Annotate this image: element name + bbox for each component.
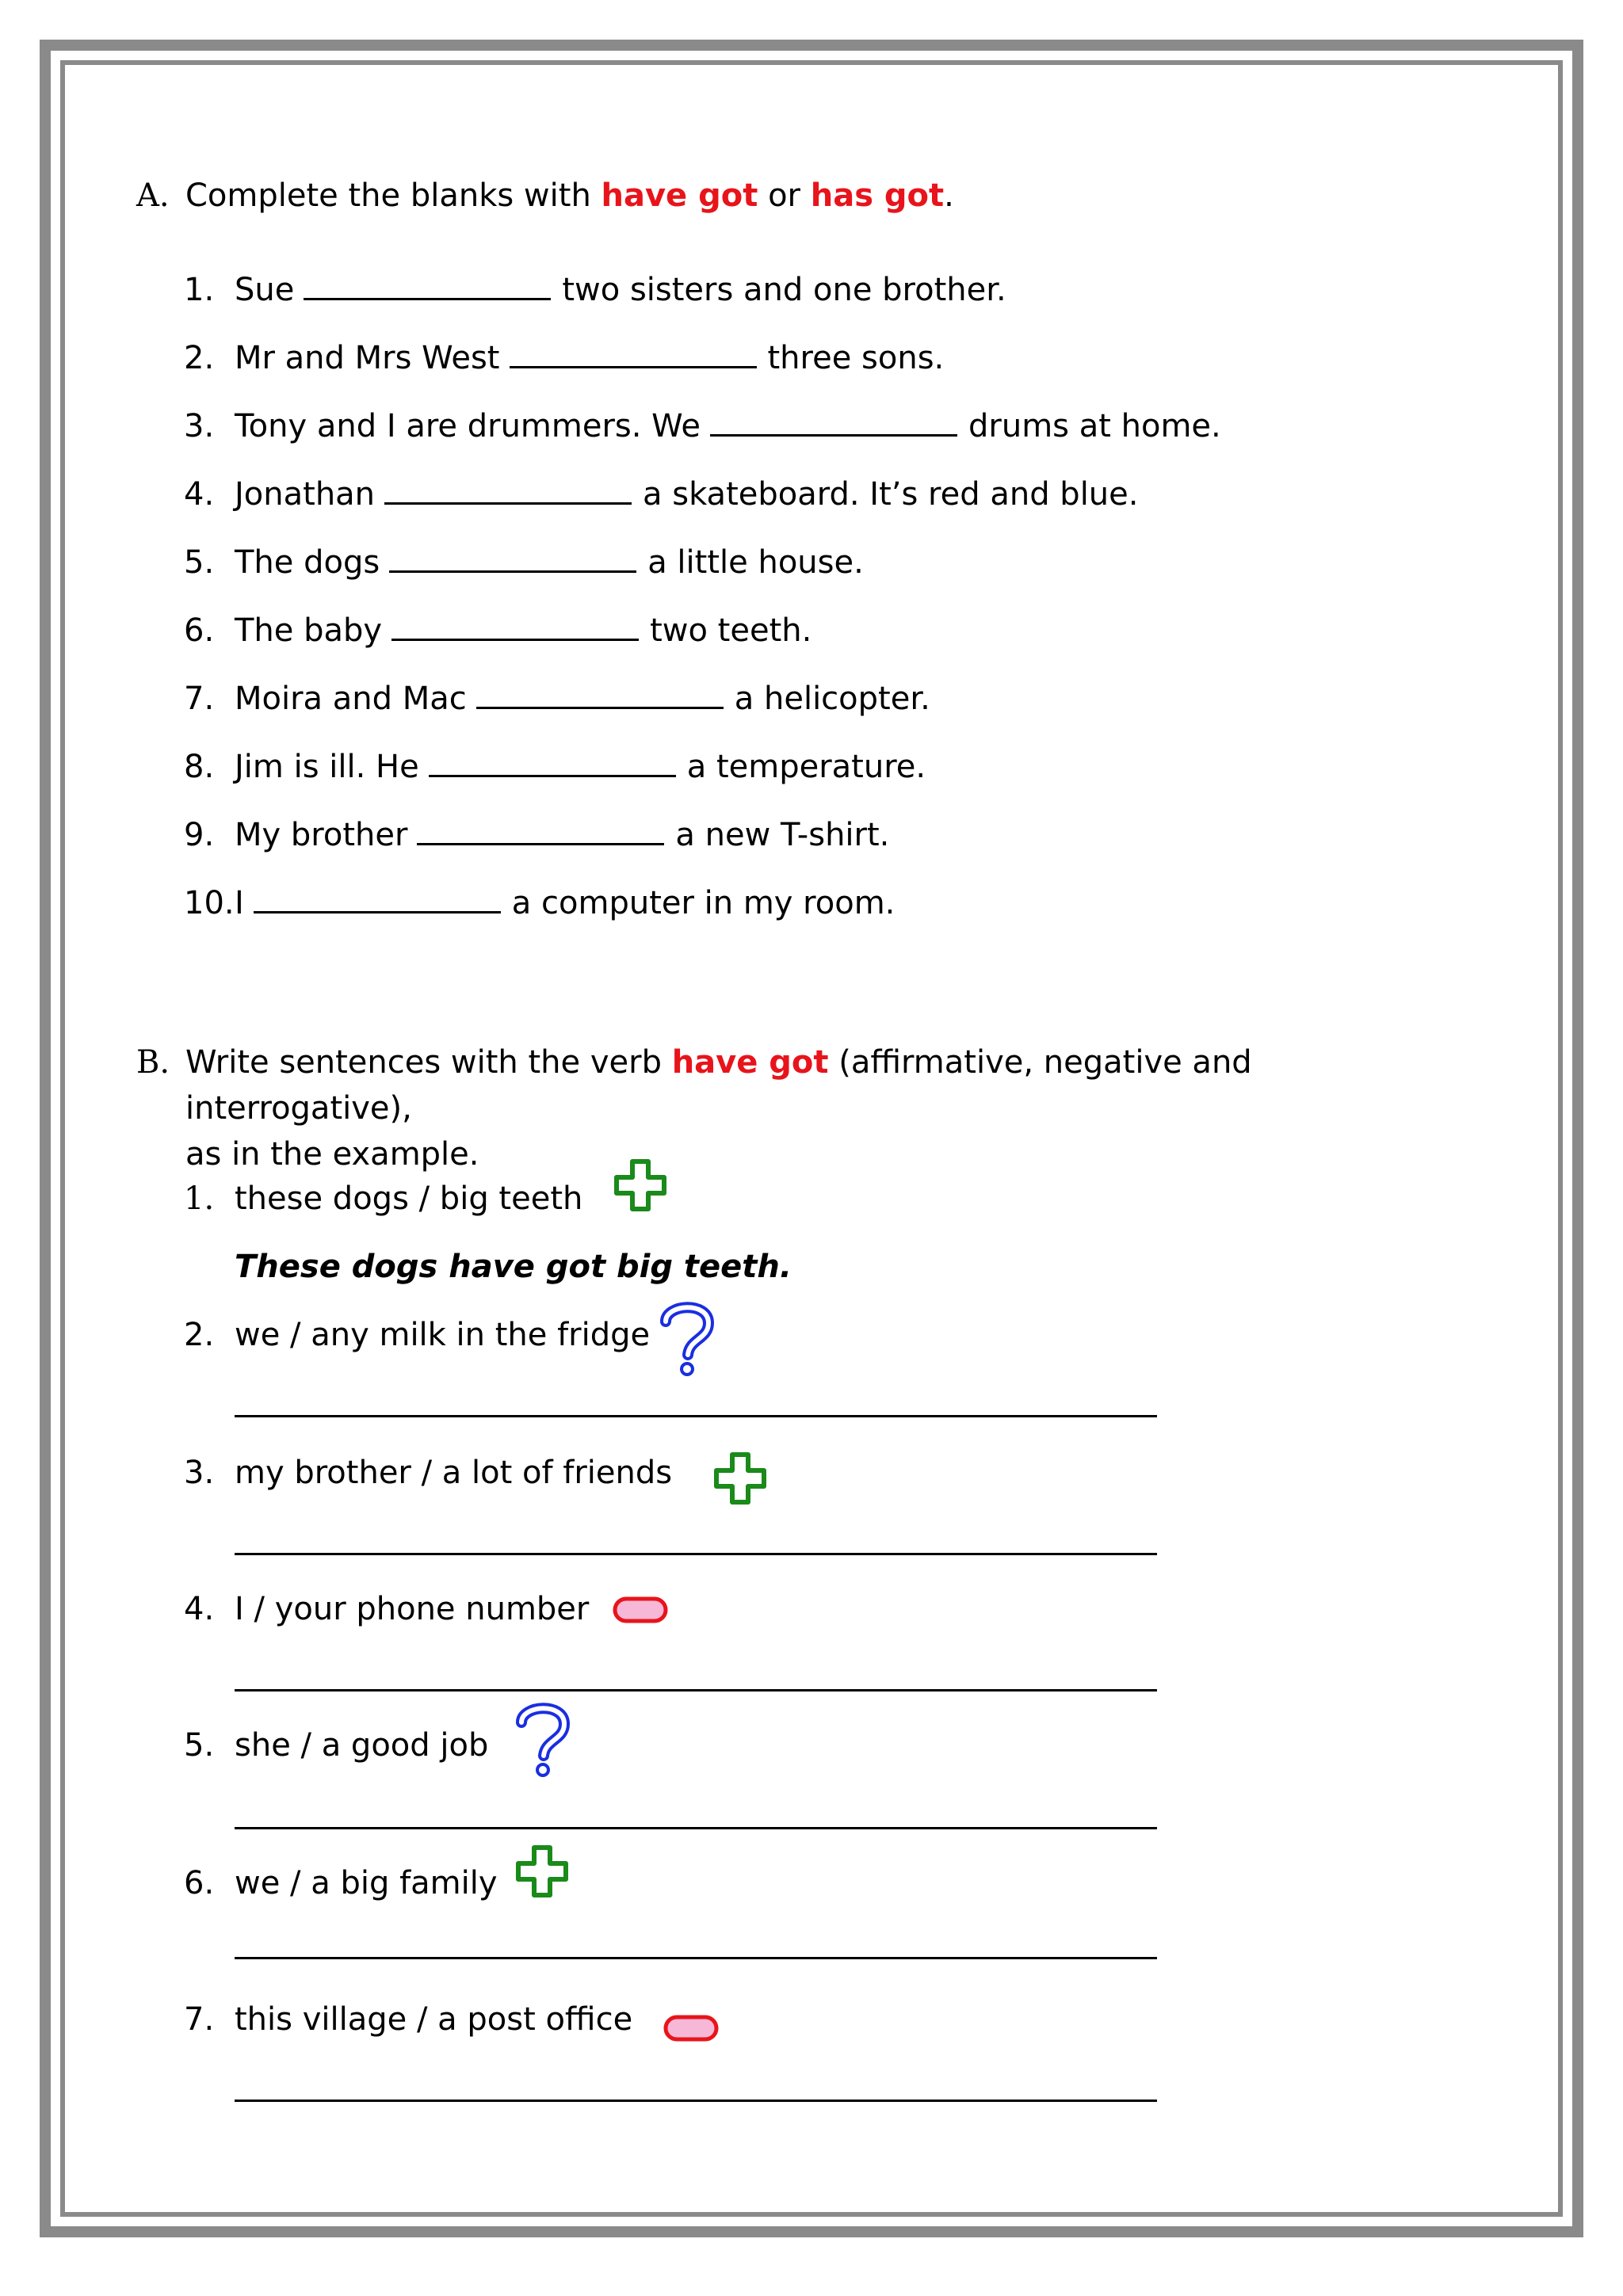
a-item-3: 3. Tony and I are drummers. We drums at home. — [184, 399, 1221, 449]
b-item-6: 6. we / a big family — [184, 1865, 498, 1901]
answer-line[interactable] — [235, 1553, 1157, 1555]
plus-icon — [612, 1157, 669, 1214]
a-item-4: 4. Jonathan a skateboard. It’s red and blue. — [184, 467, 1138, 517]
answer-blank[interactable] — [476, 672, 724, 709]
b-item-1: 1. these dogs / big teeth — [184, 1180, 583, 1217]
plus-icon — [712, 1450, 769, 1507]
b-item-3: 3. my brother / a lot of friends — [184, 1455, 673, 1491]
a-item-9: 9. My brother a new T-shirt. — [184, 808, 889, 858]
answer-line[interactable] — [235, 1827, 1157, 1829]
answer-blank[interactable] — [417, 808, 664, 845]
a-item-5: 5. The dogs a little house. — [184, 536, 864, 585]
section-b-instructions: Write sentences with the verb have got (affirmative, negative and interrogative), as in the example. — [185, 1044, 1252, 1173]
answer-blank[interactable] — [304, 263, 551, 300]
question-icon — [658, 1299, 716, 1379]
highlight-have-got: have got — [671, 1044, 829, 1081]
section-b-heading — [136, 1039, 1468, 1173]
a-item-8: 8. Jim is ill. He a temperature. — [184, 740, 926, 790]
a-item-7: 7. Moira and Mac a helicopter. — [184, 672, 930, 722]
answer-line[interactable] — [235, 1957, 1157, 1959]
b-item-7: 7. this village / a post office — [184, 2001, 633, 2038]
answer-blank[interactable] — [510, 331, 757, 368]
answer-blank[interactable] — [429, 740, 676, 777]
section-a-heading — [136, 173, 1468, 219]
minus-icon — [663, 2012, 720, 2044]
section-b-letter: B. — [136, 1044, 170, 1081]
answer-blank[interactable] — [389, 536, 636, 573]
answer-line[interactable] — [235, 2100, 1157, 2102]
a-item-10: 10.I a computer in my room. — [184, 876, 895, 926]
answer-blank[interactable] — [384, 467, 632, 505]
answer-blank[interactable] — [391, 604, 639, 641]
a-item-1: 1. Sue two sisters and one brother. — [184, 263, 1006, 313]
answer-line[interactable] — [235, 1689, 1157, 1691]
b-item-2: 2. we / any milk in the fridge — [184, 1317, 651, 1353]
highlight-has-got: has got — [810, 177, 945, 214]
section-a-letter: A. — [136, 177, 170, 214]
a-item-2: 2. Mr and Mrs West three sons. — [184, 331, 944, 381]
answer-blank[interactable] — [710, 399, 957, 437]
b-item-4: 4. I / your phone number — [184, 1591, 590, 1627]
question-icon — [514, 1700, 572, 1779]
highlight-have-got: have got — [601, 177, 758, 214]
plus-icon — [514, 1843, 571, 1900]
b-item-5: 5. she / a good job — [184, 1727, 489, 1764]
example-answer: These dogs have got big teeth. — [235, 1249, 792, 1285]
a-item-6: 6. The baby two teeth. — [184, 604, 812, 654]
answer-blank[interactable] — [254, 876, 501, 913]
answer-line[interactable] — [235, 1415, 1157, 1417]
section-a-instructions: Complete the blanks with have got or has got. — [185, 177, 954, 214]
minus-icon — [612, 1594, 669, 1626]
